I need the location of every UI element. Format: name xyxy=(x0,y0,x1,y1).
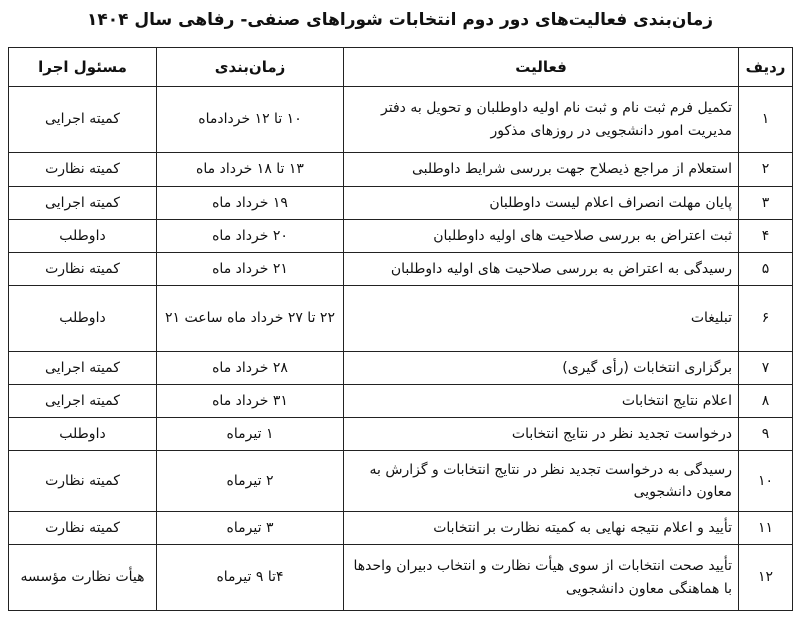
header-row-number: ردیف xyxy=(739,48,793,87)
table-row xyxy=(9,451,793,512)
schedule-cell: ۲۸ خرداد ماه xyxy=(157,352,344,385)
table-row xyxy=(9,153,793,187)
row-number-cell: ۱۲ xyxy=(739,545,793,611)
activity-cell: تکمیل فرم ثبت نام و ثبت نام اولیه داوطلبان و تحویل به دفتر مدیریت امور دانشجویی در روزهای مذکور xyxy=(344,87,739,153)
header-activity: فعالیت xyxy=(344,48,739,87)
row-number-cell: ۱۱ xyxy=(739,512,793,545)
responsible-cell: داوطلب xyxy=(9,286,157,352)
responsible-cell: کمیته اجرایی xyxy=(9,87,157,153)
activity-cell: ثبت اعتراض به بررسی صلاحیت های اولیه داوطلبان xyxy=(344,220,739,253)
row-number-cell: ۴ xyxy=(739,220,793,253)
activity-cell: برگزاری انتخابات (رأی گیری) xyxy=(344,352,739,385)
responsible-cell: کمیته نظارت xyxy=(9,153,157,187)
table-row xyxy=(9,545,793,611)
responsible-cell: داوطلب xyxy=(9,220,157,253)
table-row xyxy=(9,418,793,451)
responsible-cell: داوطلب xyxy=(9,418,157,451)
schedule-cell: ۲۲ تا ۲۷ خرداد ماه ساعت ۲۱ xyxy=(157,286,344,352)
row-number-cell: ۸ xyxy=(739,385,793,418)
row-number-cell: ۳ xyxy=(739,187,793,220)
activity-cell: رسیدگی به درخواست تجدید نظر در نتایج انتخابات و گزارش به معاون دانشجویی xyxy=(344,451,739,512)
responsible-cell: هیأت نظارت مؤسسه xyxy=(9,545,157,611)
row-number-cell: ۶ xyxy=(739,286,793,352)
schedule-cell: ۳۱ خرداد ماه xyxy=(157,385,344,418)
table-row xyxy=(9,187,793,220)
activity-cell: تأیید و اعلام نتیجه نهایی به کمیته نظارت بر انتخابات xyxy=(344,512,739,545)
row-number-cell: ۹ xyxy=(739,418,793,451)
activity-cell: اعلام نتایج انتخابات xyxy=(344,385,739,418)
schedule-cell: ۲۱ خرداد ماه xyxy=(157,253,344,286)
table-header-row xyxy=(9,48,793,87)
row-number-cell: ۷ xyxy=(739,352,793,385)
table-row xyxy=(9,352,793,385)
activity-cell: تبلیغات xyxy=(344,286,739,352)
row-number-cell: ۱۰ xyxy=(739,451,793,512)
responsible-cell: کمیته نظارت xyxy=(9,451,157,512)
schedule-cell: ۱۳ تا ۱۸ خرداد ماه xyxy=(157,153,344,187)
schedule-table xyxy=(8,47,793,611)
schedule-cell: ۳ تیرماه xyxy=(157,512,344,545)
table-row xyxy=(9,385,793,418)
responsible-cell: کمیته اجرایی xyxy=(9,352,157,385)
table-row xyxy=(9,286,793,352)
table-row xyxy=(9,220,793,253)
schedule-cell: ۲ تیرماه xyxy=(157,451,344,512)
activity-cell: تأیید صحت انتخابات از سوی هیأت نظارت و انتخاب دبیران واحدها با هماهنگی معاون دانشجویی xyxy=(344,545,739,611)
activity-cell: رسیدگی به اعتراض به بررسی صلاحیت های اولیه داوطلبان xyxy=(344,253,739,286)
responsible-cell: کمیته اجرایی xyxy=(9,187,157,220)
schedule-cell: ۱ تیرماه xyxy=(157,418,344,451)
table-row xyxy=(9,87,793,153)
responsible-cell: کمیته نظارت xyxy=(9,512,157,545)
responsible-cell: کمیته اجرایی xyxy=(9,385,157,418)
schedule-cell: ۱۹ خرداد ماه xyxy=(157,187,344,220)
activity-cell: درخواست تجدید نظر در نتایج انتخابات xyxy=(344,418,739,451)
header-schedule: زمان‌بندی xyxy=(157,48,344,87)
row-number-cell: ۲ xyxy=(739,153,793,187)
schedule-cell: ۲۰ خرداد ماه xyxy=(157,220,344,253)
schedule-cell: ۴تا ۹ تیرماه xyxy=(157,545,344,611)
table-row xyxy=(9,512,793,545)
row-number-cell: ۱ xyxy=(739,87,793,153)
header-responsible: مسئول اجرا xyxy=(9,48,157,87)
responsible-cell: کمیته نظارت xyxy=(9,253,157,286)
activity-cell: پایان مهلت انصراف اعلام لیست داوطلبان xyxy=(344,187,739,220)
table-row xyxy=(9,253,793,286)
schedule-cell: ۱۰ تا ۱۲ خردادماه xyxy=(157,87,344,153)
row-number-cell: ۵ xyxy=(739,253,793,286)
document-title: زمان‌بندی فعالیت‌های دور دوم انتخابات شوراهای صنفی- رفاهی سال ۱۴۰۴ xyxy=(86,10,714,30)
activity-cell: استعلام از مراجع ذیصلاح جهت بررسی شرایط داوطلبی xyxy=(344,153,739,187)
